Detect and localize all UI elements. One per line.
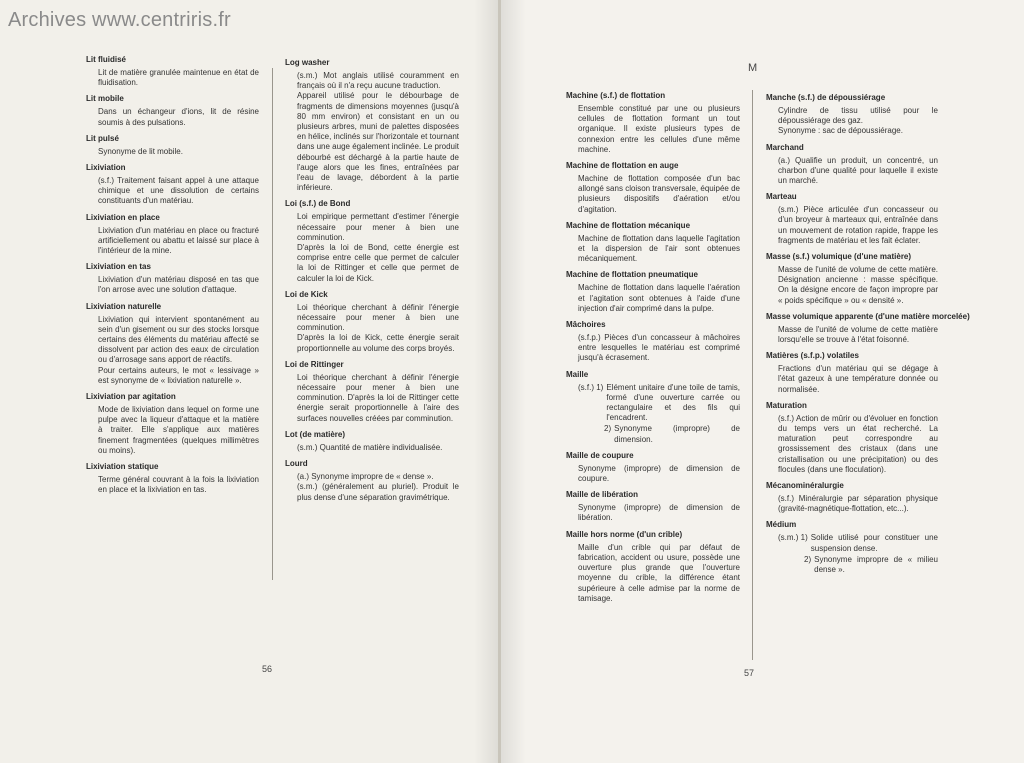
dictionary-entry: [766, 350, 938, 395]
dictionary-entry: [766, 191, 938, 246]
entry-term: Matières (s.f.p.) volatiles: [766, 351, 859, 361]
entry-definition: [778, 156, 938, 187]
entry-term: Lixiviation naturelle: [86, 301, 162, 311]
dictionary-entry: [566, 529, 740, 604]
definition-text: Machine de flottation composée d'un bac allongé sans cloison transversale, équipée de plusieurs dispositifs d'aération et/ou d'agitation.: [578, 174, 740, 214]
dictionary-entry: [566, 90, 740, 155]
entry-term: Masse (s.f.) volumique (d'une matière): [766, 252, 912, 262]
entry-term: Marteau: [766, 192, 797, 202]
dictionary-entry: [766, 92, 938, 137]
dictionary-entry: [285, 429, 459, 453]
entry-term: Lourd: [285, 459, 308, 469]
entry-definition: [297, 71, 459, 193]
sense-label: [578, 424, 611, 444]
column-1: [86, 54, 259, 500]
entry-definition: [297, 472, 459, 503]
sense-label: [578, 383, 603, 424]
definition-text: Lit de matière granulée maintenue en état de fluidisation.: [98, 68, 259, 88]
definition-text: (s.f.p.) Pièces d'un concasseur à mâchoires entre lesquelles le matériau est comprimé jusqu'à écrasement.: [578, 333, 740, 363]
definition-text: Terme général couvrant à la fois la lixiviation en place et la lixiviation en tas.: [98, 475, 259, 495]
definition-sense: [778, 533, 938, 553]
entry-term: Log washer: [285, 58, 330, 67]
definition-sense: [778, 555, 938, 575]
entry-term: Loi de Rittinger: [285, 359, 344, 369]
dictionary-entry: [566, 369, 740, 445]
sense-number: 2): [604, 424, 612, 434]
watermark-text: Archives www.centriris.fr: [8, 9, 231, 31]
definition-text: (s.m.) (généralement au pluriel). Produit le plus dense d'une séparation gravimétrique.: [297, 482, 459, 502]
dictionary-entry: [566, 319, 740, 364]
entry-definition: [98, 475, 259, 495]
definition-text: Dans un échangeur d'ions, lit de résine soumis à des pulsations.: [98, 107, 259, 127]
entry-definition: [98, 147, 259, 157]
letter-heading: M: [748, 62, 758, 74]
dictionary-entry: [766, 142, 938, 187]
definition-text: Lixiviation d'un matériau disposé en tas que l'on arrose avec une solution d'attaque.: [98, 275, 259, 295]
definition-text: Synonyme de lit mobile.: [98, 146, 183, 156]
dictionary-entry: [86, 261, 259, 295]
entry-definition: [578, 464, 740, 484]
definition-text: Appareil utilisé pour le débourbage de fragments de dimensions moyennes (jusqu'à 80 mm environ) et consistant en un ou plusieurs arbres, muni de palettes disposées en hélice, inclinés sur l'horizontale et tournant dans une auge également inclinée. Le produit débourbé est déchargé à la partie haute de l'auge alors que les fines, entraînées par l'eau de lavage, débordent à la partie inférieure.: [297, 91, 459, 193]
entry-definition: [578, 283, 740, 314]
entry-definition: [98, 107, 259, 127]
sense-text: Solide utilisé pour constituer une suspension dense.: [810, 533, 938, 553]
definition-text: Mode de lixiviation dans lequel on forme une pulpe avec la liqueur d'attaque et la matière à traiter. Elle s'applique aux matières finement fragmentées (quelques millimètres ou moins).: [98, 405, 259, 455]
definition-text: (s.f.) Traitement faisant appel à une attaque chimique et une dissolution de certains constituants d'un matériau.: [98, 176, 259, 206]
entry-term: Médium: [766, 520, 797, 530]
column-2: [285, 57, 459, 508]
column-divider: [272, 68, 273, 580]
sense-number: 1): [596, 382, 604, 392]
dictionary-entry: [86, 54, 259, 88]
dictionary-entry: [285, 289, 459, 354]
entry-term: Maille: [566, 369, 589, 379]
column-4: [766, 92, 970, 580]
dictionary-entry: [285, 359, 459, 424]
entry-term: Machine (s.f.) de flottation: [566, 91, 666, 100]
dictionary-entry: [566, 450, 740, 484]
entry-term: Masse volumique apparente (d'une matière morcelée): [766, 311, 970, 321]
dictionary-entry: [285, 198, 459, 283]
dictionary-entry: [566, 489, 740, 523]
definition-text: D'après la loi de Bond, cette énergie est comprise entre celle que permet de calculer la loi de Rittinger et celle que permet de calculer la loi de Kick.: [297, 243, 459, 283]
dictionary-entry: [86, 93, 259, 127]
entry-term: Lixiviation par agitation: [86, 392, 176, 402]
dictionary-entry: [86, 212, 259, 257]
entry-definition: [778, 265, 938, 306]
entry-definition: [578, 174, 740, 215]
definition-text: (a.) Synonyme impropre de « dense ».: [297, 472, 434, 482]
page-number-left: 56: [262, 664, 273, 674]
entry-definition: [98, 68, 259, 88]
definition-text: Maille d'un crible qui par défaut de fabrication, accident ou usure, possède une ouverture plus grande que l'ouverture moyenne du crible, la différence étant supérieure à celle admise par la norme de tamisage.: [578, 542, 740, 603]
dictionary-entry: [766, 519, 938, 575]
entry-definition: [578, 234, 740, 265]
book-gutter: [498, 0, 501, 763]
entry-definition: [778, 325, 938, 345]
entry-definition: [578, 503, 740, 523]
definition-text: Synonyme (impropre) de dimension de coupure.: [578, 463, 740, 484]
definition-text: Masse de l'unité de volume de cette matière. Désignation ancienne : masse spécifique. On la désigne encore de façon impropre par « poids spécifique » ou « densité ».: [778, 265, 938, 305]
definition-sense: [578, 424, 740, 444]
entry-term: Lixiviation en place: [86, 212, 160, 222]
dictionary-entry: [566, 220, 740, 265]
entry-term: Lixiviation en tas: [86, 262, 151, 272]
definition-text: Fractions d'un matériau qui se dégage à l'état gazeux à une température donnée ou normalisée.: [778, 364, 938, 394]
definition-text: (s.m.) Quantité de matière individualisée.: [297, 442, 443, 452]
dictionary-entry: [86, 301, 259, 386]
entry-term: Machine de flottation mécanique: [566, 220, 691, 230]
sense-label: [778, 555, 811, 575]
entry-term: Maille de coupure: [566, 450, 634, 460]
sense-label: [778, 533, 808, 553]
entry-definition: [578, 333, 740, 364]
definition-text: Masse de l'unité de volume de cette matière lorsqu'elle se trouve à l'état foisonné.: [778, 324, 938, 345]
column-divider: [752, 90, 753, 660]
dictionary-entry: [86, 162, 259, 207]
dictionary-entry: [766, 480, 938, 514]
entry-definition: [578, 543, 740, 604]
column-3: [566, 90, 740, 609]
entry-definition: [98, 275, 259, 295]
definition-text: (s.m.) Pièce articulée d'un concasseur ou d'un broyeur à marteaux qui, entraînée dans un mouvement de rotation rapide, frappe les fragments de matériau et les fait éclater.: [778, 205, 938, 245]
entry-term: Manche (s.f.) de dépoussiérage: [766, 93, 886, 102]
sense-number: 1): [800, 533, 808, 543]
definition-text: Machine de flottation dans laquelle l'agitation et la dispersion de l'air sont obtenues mécaniquement.: [578, 233, 740, 264]
definition-text: D'après la loi de Kick, cette énergie serait proportionnelle au volume des corps broyés.: [297, 333, 459, 353]
entry-definition: [297, 443, 459, 453]
entry-definition: [778, 533, 938, 575]
entry-definition: [578, 104, 740, 155]
sense-number: 2): [804, 554, 812, 564]
definition-text: (s.f.) Minéralurgie par séparation physique (gravité-magnétique-flottation, etc...).: [778, 494, 938, 514]
entry-definition: [297, 303, 459, 354]
entry-definition: [98, 176, 259, 207]
entry-definition: [778, 414, 938, 475]
entry-term: Lit fluidisé: [86, 55, 126, 64]
entry-term: Marchand: [766, 142, 804, 152]
definition-sense: [578, 383, 740, 424]
definition-text: Lixiviation d'un matériau en place ou fracturé artificiellement ou abattu et laissé sur place à l'intérieur de la mine.: [98, 225, 259, 256]
dictionary-entry: [566, 160, 740, 215]
entry-term: Loi (s.f.) de Bond: [285, 199, 351, 209]
sense-text: Elément unitaire d'une toile de tamis, formé d'une ouverture carrée ou rectangulaire et des fils qui l'encadrent.: [606, 382, 740, 423]
entry-definition: [297, 212, 459, 283]
entry-definition: [778, 494, 938, 514]
dictionary-entry: [86, 391, 259, 456]
entry-term: Lixiviation statique: [86, 462, 159, 472]
dictionary-entry: [766, 251, 938, 306]
entry-term: Lit pulsé: [86, 133, 119, 143]
definition-text: Loi théorique cherchant à définir l'énergie nécessaire pour mener à bien une comminution.: [297, 302, 459, 333]
entry-definition: [98, 226, 259, 257]
entry-term: Lot (de matière): [285, 429, 346, 439]
entry-term: Maille de libération: [566, 490, 639, 500]
entry-term: Lit mobile: [86, 94, 124, 104]
dictionary-entry: [285, 57, 459, 193]
grammatical-category: (s.m.): [778, 533, 799, 543]
dictionary-entry: [566, 269, 740, 314]
dictionary-entry: [766, 400, 938, 475]
entry-definition: [297, 373, 459, 424]
entry-term: Lixiviation: [86, 163, 126, 173]
entry-definition: [98, 405, 259, 456]
definition-text: Ensemble constitué par une ou plusieurs cellules de flottation formant un tout organique. Il existe plusieurs types de connexion entre les cellules d'une même machine.: [578, 104, 740, 154]
entry-term: Mécanominéralurgie: [766, 481, 844, 491]
definition-text: Synonyme (impropre) de dimension de libération.: [578, 503, 740, 523]
entry-term: Loi de Kick: [285, 289, 328, 299]
page-number-right: 57: [744, 668, 755, 678]
definition-text: (a.) Qualifie un produit, un concentré, un charbon d'une qualité pour laquelle il existe un marché.: [778, 155, 938, 186]
entry-definition: [98, 315, 259, 386]
definition-text: Pour certains auteurs, le mot « lessivage » est synonyme de « lixiviation naturelle ».: [98, 365, 259, 385]
entry-term: Maturation: [766, 400, 807, 410]
definition-text: (s.m.) Mot anglais utilisé couramment en français où il n'a reçu aucune traduction.: [297, 71, 459, 91]
definition-text: Synonyme : sac de dépoussiérage.: [778, 126, 903, 136]
entry-term: Machine de flottation en auge: [566, 161, 679, 171]
definition-text: Lixiviation qui intervient spontanément au sein d'un gisement ou sur des stocks lorsque certains des éléments du matériau affecté se dissolvent par action des eaux de circulation ou d'arrosage sans apport de réactifs.: [98, 314, 259, 365]
sense-text: Synonyme (impropre) de dimension.: [614, 424, 740, 444]
gutter-shadow: [474, 0, 500, 763]
entry-definition: [778, 364, 938, 395]
definition-text: Loi empirique permettant d'estimer l'énergie nécessaire pour mener à bien une comminution.: [297, 212, 459, 242]
gutter-shadow: [500, 0, 526, 763]
entry-term: Maille hors norme (d'un crible): [566, 529, 683, 539]
definition-text: Loi théorique cherchant à définir l'énergie nécessaire pour mener à bien une comminution. D'après la loi de Rittinger cette énergie serait proportionnelle à l'aire des surfaces nouvelles créées par comminution.: [297, 372, 459, 423]
entry-definition: [778, 205, 938, 246]
entry-term: Machine de flottation pneumatique: [566, 270, 699, 280]
dictionary-entry: [285, 458, 459, 503]
definition-text: Machine de flottation dans laquelle l'aération et l'agitation sont obtenues à l'aide d'une injection d'air comprimé dans la pulpe.: [578, 283, 740, 313]
definition-text: (s.f.) Action de mûrir ou d'évoluer en fonction du temps vers un état recherché. La maturation peut correspondre au grossissement des cristaux (dans une cristallisation ou une précipitation) ou des flocules (dans une floculation).: [778, 413, 938, 474]
entry-definition: [578, 383, 740, 445]
definition-text: Cylindre de tissu utilisé pour le dépoussiérage des gaz.: [778, 106, 938, 126]
dictionary-entry: [766, 311, 970, 345]
dictionary-entry: [86, 133, 259, 157]
entry-term: Mâchoires: [566, 320, 606, 330]
entry-definition: [778, 106, 938, 137]
sense-text: Synonyme impropre de « milieu dense ».: [814, 554, 938, 575]
grammatical-category: (s.f.): [578, 382, 594, 392]
dictionary-entry: [86, 461, 259, 495]
